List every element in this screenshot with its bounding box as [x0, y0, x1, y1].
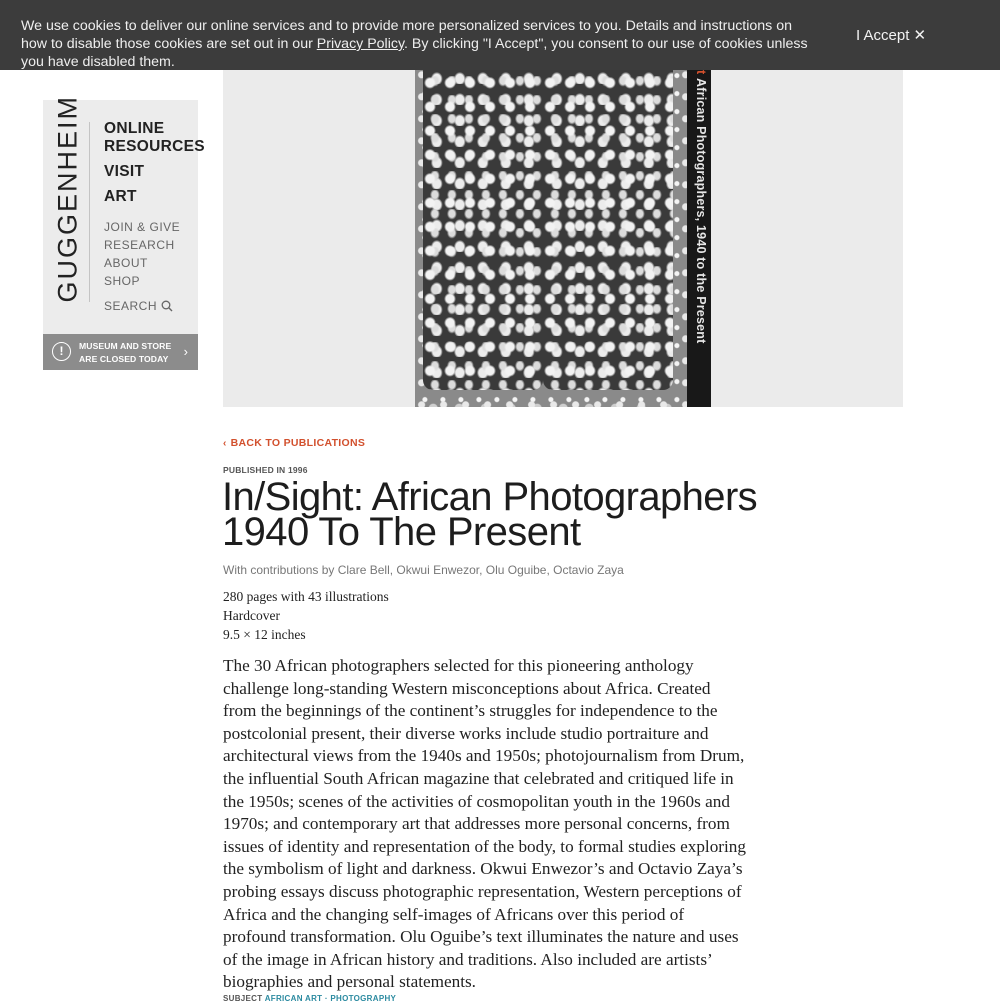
chevron-right-icon: › [183, 344, 188, 359]
closed-notice-line1: MUSEUM AND STORE [79, 341, 172, 351]
subject-line [223, 994, 396, 1003]
closed-notice[interactable] [43, 334, 198, 370]
privacy-policy-link[interactable]: Privacy Policy [316, 36, 404, 52]
nav-secondary-list [104, 218, 180, 290]
published-date: PUBLISHED IN 1996 [223, 465, 308, 475]
spec-pages: 280 pages with 43 illustrations [223, 589, 389, 604]
spine-title-text: African Photographers, 1940 to the Present [694, 78, 708, 344]
contributors: With contributions by Clare Bell, Okwui Enwezor, Olu Oguibe, Octavio Zaya [223, 563, 624, 577]
back-label: BACK TO PUBLICATIONS [230, 437, 366, 449]
guggenheim-logo[interactable] [52, 94, 83, 303]
spine-title [694, 70, 708, 343]
brand-name: GUGGENHEIM [52, 94, 83, 303]
cookie-text-after: . By clicking "I Accept", you consent to our use of cookies unless you have disabled them. [21, 36, 808, 70]
back-to-publications-link[interactable] [223, 437, 365, 449]
nav-item-online-resources[interactable]: ONLINE RESOURCES [104, 120, 205, 155]
spine-title-accent: t [694, 70, 708, 79]
brand-divider [89, 122, 90, 302]
nav-item-shop[interactable]: SHOP [104, 274, 141, 288]
sidebar-nav [43, 94, 205, 334]
closed-notice-line2: ARE CLOSED TODAY [79, 353, 169, 364]
alert-icon [52, 342, 71, 361]
subject-label: SUBJECT [223, 994, 263, 1003]
nav-item-visit[interactable]: VISIT [104, 163, 145, 180]
spec-dimensions: 9.5 × 12 inches [223, 627, 306, 642]
cookie-message [21, 17, 811, 71]
book-description: The 30 African photographers selected for this pioneering anthology challenge long-standing Western misconceptions about Africa. Created from the beginnings of the continent’s struggles for independence to the postcolonial present, their diverse works include studio portraiture and architectural views from the 1940s and 1950s; photojournalism from Drum, the influential South African magazine that celebrated and critiqued life in the 1950s; scenes of the activities of cosmopolitan youth in the 1960s and 1970s; and contemporary art that addresses more personal concerns, from issues of identity and representation of the body, to formal studies exploring the symbolism of light and darkness. Okwui Enwezor’s and Octavio Zaya’s probing essays discuss photographic representation, Western perceptions of Africa and the changing self-images of Africans over this period of profound transformation. Olu Oguibe’s text illuminates the nature and uses of the image in African history and traditions. Also included are artists’ biographies and personal statements. [223, 656, 746, 992]
search-icon [161, 300, 173, 312]
nav-item-art[interactable]: ART [104, 188, 137, 205]
nav-item-about[interactable]: ABOUT [104, 256, 148, 270]
spec-binding: Hardcover [223, 608, 280, 623]
closed-notice-text [79, 340, 171, 365]
chevron-left-icon: ‹ [223, 438, 227, 449]
nav-item-join-give[interactable]: JOIN & GIVE [104, 220, 181, 234]
cookie-banner [0, 0, 1000, 70]
subject-link[interactable]: AFRICAN ART · PHOTOGRAPHY [264, 994, 397, 1003]
page-title: In/Sight: African Photographers 1940 To The Present [222, 475, 758, 554]
search-label: SEARCH [104, 299, 158, 313]
nav-item-research[interactable]: RESEARCH [104, 238, 175, 252]
accept-cookies-button[interactable]: I Accept ✕ [856, 27, 927, 44]
search-button[interactable] [104, 299, 173, 313]
nav-main-list [104, 120, 205, 213]
cookie-text-before: We use cookies to deliver our online services and to provide more personalized services to you. Details and instructions on how to disable those cookies are set out in our [21, 18, 792, 52]
book-specs [223, 587, 389, 644]
